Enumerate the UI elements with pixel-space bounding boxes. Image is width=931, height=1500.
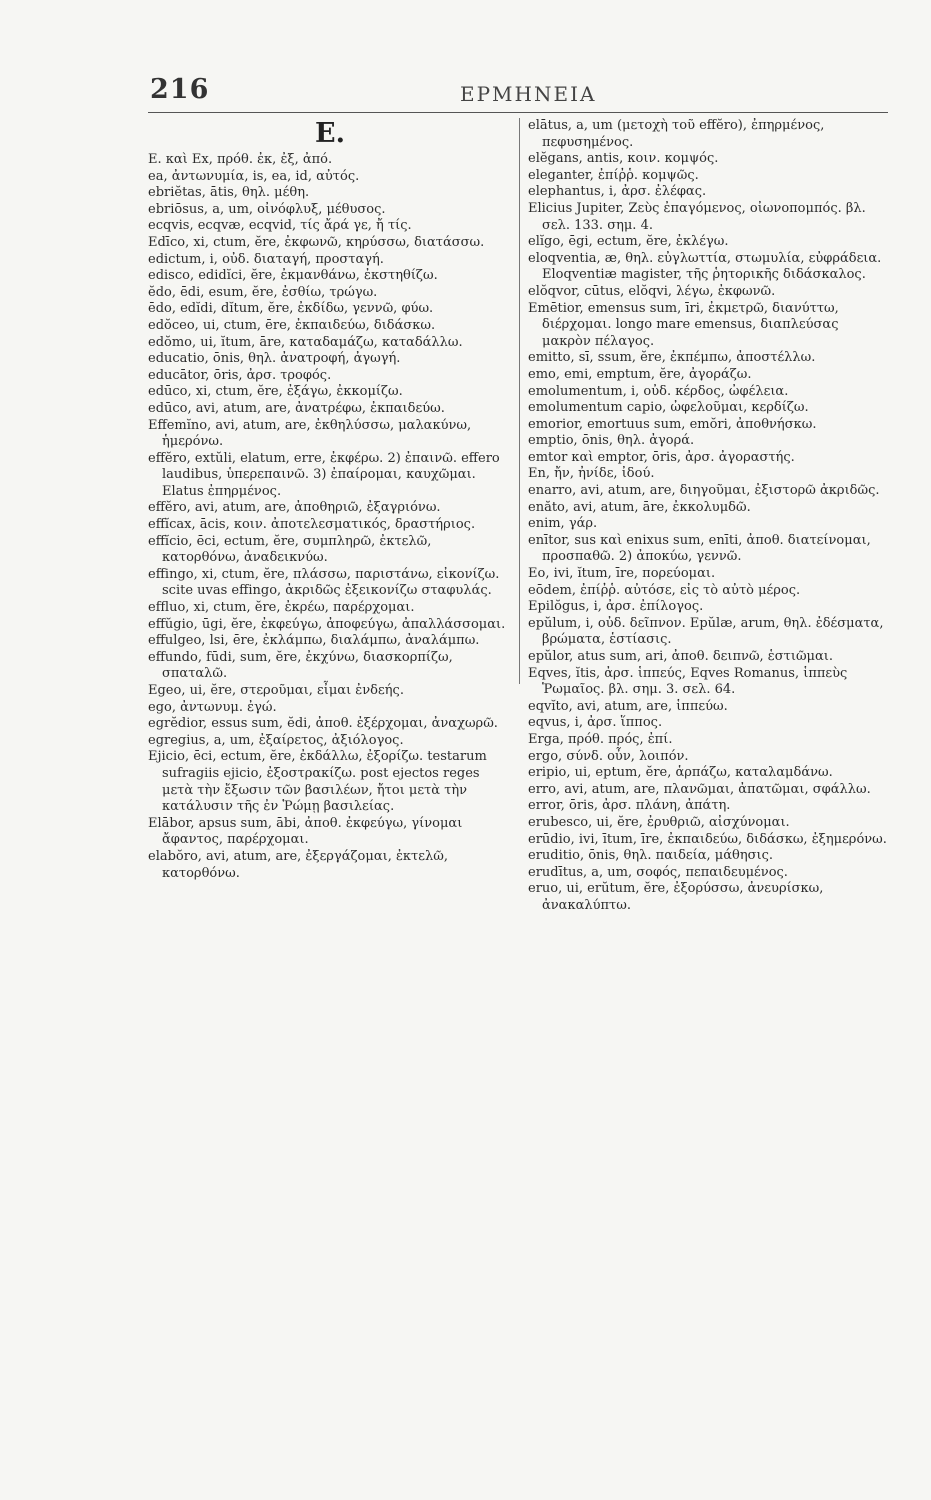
dictionary-entry: effŭgio, ūgi, ĕre, ἐκφεύγω, ἀποφεύγω, ἀπαλλάσσομαι. <box>148 616 506 632</box>
dictionary-entry: emtor καὶ emptor, ōris, ἀρσ. ἀγοραστής. <box>528 449 795 465</box>
dictionary-entry: epŭlum, i, οὐδ. δεῖπνον. Epŭlæ, arum, θηλ. ἐδέσματα, βρώματα, ἑστίασις. <box>528 615 884 648</box>
dictionary-entry: ergo, σύνδ. οὖν, λοιπόν. <box>528 748 689 764</box>
dictionary-entry: En, ἤν, ἠνίδε, ἰδού. <box>528 466 655 482</box>
dictionary-entry: elephantus, i, ἀρσ. ἐλέφας. <box>528 184 707 200</box>
dictionary-entry: ebriōsus, a, um, οἰνόφλυξ, μέθυσος. <box>148 201 386 217</box>
column-divider <box>519 118 520 684</box>
dictionary-entry: educatio, ōnis, θηλ. ἀνατροφή, ἀγωγή. <box>148 351 401 367</box>
dictionary-entry: effingo, xi, ctum, ĕre, πλάσσω, παριστάνω, εἰκονίζω. scite uvas effingo, ἀκριδῶς ἐξεικονίζω σταφυλάς. <box>148 566 500 599</box>
dictionary-entry: ego, ἀντωνυμ. ἐγώ. <box>148 699 277 715</box>
dictionary-entry: eloqventia, æ, θηλ. εὐγλωττία, στωμυλία, εὐφράδεια. Eloqventiæ magister, τῆς ῥητορικῆς διδάσκαλος. <box>528 250 882 283</box>
dictionary-entry: error, ōris, ἀρσ. πλάνη, ἀπάτη. <box>528 798 731 814</box>
dictionary-entry: enăto, avi, atum, āre, ἐκκολυμδῶ. <box>528 499 751 515</box>
dictionary-entry: egregius, a, um, ἐξαίρετος, ἀξιόλογος. <box>148 732 404 748</box>
dictionary-entry: emorior, emortuus sum, emŏri, ἀποθνήσκω. <box>528 416 817 432</box>
dictionary-entry: edictum, i, οὐδ. διαταγή, προσταγή. <box>148 251 384 267</box>
dictionary-entry: ēdo, edĭdi, dĭtum, ĕre, ἐκδίδω, γεννῶ, φύω. <box>148 301 434 317</box>
dictionary-entry: eripio, ui, eptum, ĕre, ἁρπάζω, καταλαμδάνω. <box>528 765 833 781</box>
dictionary-entry: enītor, sus καὶ enixus sum, enīti, ἀποθ. διατείνομαι, προσπαθῶ. 2) ἀποκύω, γεννῶ. <box>528 532 871 565</box>
dictionary-entry: ea, ἀντωνυμία, is, ea, id, αὐτός. <box>148 168 360 184</box>
dictionary-entry: enarro, avi, atum, are, διηγοῦμαι, ἐξιστορῶ ἀκριδῶς. <box>528 483 880 499</box>
dictionary-entry: ĕdo, ēdi, esum, ĕre, ἐσθίω, τρώγω. <box>148 284 378 300</box>
dictionary-entry: emolumentum capio, ὠφελοῦμαι, κερδίζω. <box>528 400 809 416</box>
dictionary-entry: erudītus, a, um, σοφός, πεπαιδευμένος. <box>528 864 788 880</box>
dictionary-entry: edūco, xi, ctum, ĕre, ἐξάγω, ἐκκομίζω. <box>148 384 403 400</box>
dictionary-entry: Egeo, ui, ĕre, στεροῦμαι, εἶμαι ἐνδεής. <box>148 683 404 698</box>
dictionary-entry: eqvus, i, ἀρσ. ἵππος. <box>528 715 663 731</box>
dictionary-entry: eōdem, ἐπίῤῥ. αὐτόσε, εἰς τὸ αὐτὸ μέρος. <box>528 582 801 598</box>
dictionary-entry: Ejicio, ēci, ectum, ĕre, ἐκδάλλω, ἐξορίζω. testarum sufragiis ejicio, ἐξοστρακίζω. post ejectos reges μετὰ τὴν ἔξωσιν τῶν βασιλέων, ἤτοι μετὰ τὴν κατάλυσιν τῆς ἐν Ῥώμῃ βασιλείας. <box>148 749 487 815</box>
dictionary-entry: egrĕdior, essus sum, ĕdi, ἀποθ. ἐξέρχομαι, ἀναχωρῶ. <box>148 716 498 732</box>
dictionary-entry: effluo, xi, ctum, ĕre, ἐκρέω, παρέρχομαι. <box>148 600 415 616</box>
dictionary-entry: erro, avi, atum, are, πλανῶμαι, ἀπατῶμαι, σφάλλω. <box>528 781 871 797</box>
dictionary-entry: erūdio, ivi, ītum, īre, ἐκπαιδεύω, διδάσκω, ἐξημερόνω. <box>528 831 887 847</box>
dictionary-entry: Epilŏgus, i, ἀρσ. ἐπίλογος. <box>528 599 704 615</box>
running-head: ΕΡΜΗΝΕΙΑ <box>460 82 597 106</box>
dictionary-entry: educātor, ōris, ἀρσ. τροφός. <box>148 367 332 383</box>
dictionary-entry: effĭcax, ācis, κοιν. ἀποτελεσματικός, δραστήριος. <box>148 517 476 533</box>
dictionary-entry: emitto, sī, ssum, ĕre, ἐκπέμπω, ἀποστέλλω. <box>528 350 816 366</box>
dictionary-entry: elātus, a, um (μετοχὴ τοῦ effĕro), ἐπηρμένος, πεφυσημένος. <box>528 118 825 150</box>
dictionary-entry: Eo, ivi, ĭtum, īre, πορεύομαι. <box>528 566 716 582</box>
dictionary-entry: elabŏro, avi, atum, are, ἐξεργάζομαι, ἐκτελῶ, κατορθόνω. <box>148 848 448 881</box>
dictionary-entry: effĕro, extŭli, elatum, erre, ἐκφέρω. 2) ἐπαινῶ. effero laudibus, ὑπερεπαινῶ. 3) ἐπαίρομαι, καυχῶμαι. Elatus ἐπηρμένος. <box>148 450 500 499</box>
dictionary-entry: elĭgo, ēgi, ectum, ĕre, ἐκλέγω. <box>528 234 729 250</box>
dictionary-entry: effundo, fūdi, sum, ĕre, ἐκχύνω, διασκορπίζω, σπαταλῶ. <box>148 649 453 682</box>
dictionary-entry: enim, γάρ. <box>528 516 598 532</box>
dictionary-entry: E. καὶ Ex, πρόθ. ἐκ, ἐξ, ἀπό. <box>148 152 333 167</box>
dictionary-entry: effulgeo, lsi, ēre, ἐκλάμπω, διαλάμπω, ἀναλάμπω. <box>148 633 480 649</box>
dictionary-entry: Emētior, emensus sum, īri, ἐκμετρῶ, διανύττω, διέρχομαι. longo mare emensus, διαπλεύσας μακρὸν πέλαγος. <box>528 300 839 349</box>
dictionary-entry: Erga, πρόθ. πρός, ἐπί. <box>528 731 673 747</box>
dictionary-entry: emptio, ōnis, θηλ. ἀγορά. <box>528 433 695 449</box>
dictionary-entry: eruo, ui, erŭtum, ĕre, ἐξορύσσω, ἀνευρίσκω, ἀνακαλύπτω. <box>528 881 824 913</box>
dictionary-entry: eruditio, ōnis, θηλ. παιδεία, μάθησις. <box>528 848 773 864</box>
dictionary-entry: Elābor, apsus sum, ābi, ἀποθ. ἐκφεύγω, γίνομαι ἄφαντος, παρέρχομαι. <box>148 815 463 848</box>
left-column <box>148 118 512 882</box>
dictionary-entry: Edīco, xi, ctum, ĕre, ἐκφωνῶ, κηρύσσω, διατάσσω. <box>148 234 485 250</box>
dictionary-entry: epŭlor, atus sum, ari, ἀποθ. δειπνῶ, ἑστιῶμαι. <box>528 649 834 664</box>
dictionary-entry: effĕro, avi, atum, are, ἀποθηριῶ, ἐξαγριόνω. <box>148 500 441 516</box>
dictionary-entry: elŏqvor, cūtus, elŏqvi, λέγω, ἐκφωνῶ. <box>528 283 776 299</box>
dictionary-entry: effĭcio, ēci, ectum, ĕre, συμπληρῶ, ἐκτελῶ, κατορθόνω, ἀναδεικνύω. <box>148 533 432 566</box>
dictionary-entry: ebriĕtas, ātis, θηλ. μέθη. <box>148 185 310 201</box>
dictionary-entry: edŏmo, ui, ĭtum, āre, καταδαμάζω, καταδάλλω. <box>148 334 463 350</box>
dictionary-entry: erubesco, ui, ĕre, ἐρυθριῶ, αἰσχύνομαι. <box>528 814 790 830</box>
right-column <box>528 118 890 915</box>
dictionary-entry: Eqves, ĭtis, ἀρσ. ἱππεύς, Eqves Romanus, ἱππεὺς Ῥωμαῖος. βλ. σημ. 3. σελ. 64. <box>528 665 848 698</box>
dictionary-entry: edŏceo, ui, ctum, ēre, ἐκπαιδεύω, διδάσκω. <box>148 317 436 333</box>
dictionary-entry: eqvĭto, avi, atum, are, ἱππεύω. <box>528 698 728 714</box>
dictionary-entry: emo, emi, emptum, ĕre, ἀγοράζω. <box>528 366 752 382</box>
section-heading: E. <box>315 118 345 149</box>
dictionary-entry: emolumentum, i, οὐδ. κέρδος, ὠφέλεια. <box>528 383 789 399</box>
header-rule <box>148 112 888 113</box>
dictionary-entry: Effemĭno, avi, atum, are, ἐκθηλύσσω, μαλακύνω, ἡμερόνω. <box>148 417 472 450</box>
dictionary-entry: edūco, avi, atum, are, ἀνατρέφω, ἐκπαιδεύω. <box>148 400 445 416</box>
dictionary-entry: ecqvis, ecqvæ, ecqvid, τίς ἄρά γε, ἤ τίς. <box>148 218 412 234</box>
dictionary-entry: Elicius Jupiter, Ζεὺς ἐπαγόμενος, οἰωνοπομπός. βλ. σελ. 133. σημ. 4. <box>528 200 866 233</box>
dictionary-entry: edisco, edidĭci, ĕre, ἐκμανθάνω, ἐκστηθίζω. <box>148 268 438 284</box>
dictionary-entry: eleganter, ἐπίῤῥ. κομψῶς. <box>528 167 699 183</box>
dictionary-entry: elĕgans, antis, κοιν. κομψός. <box>528 151 719 167</box>
page-number: 216 <box>150 74 210 105</box>
